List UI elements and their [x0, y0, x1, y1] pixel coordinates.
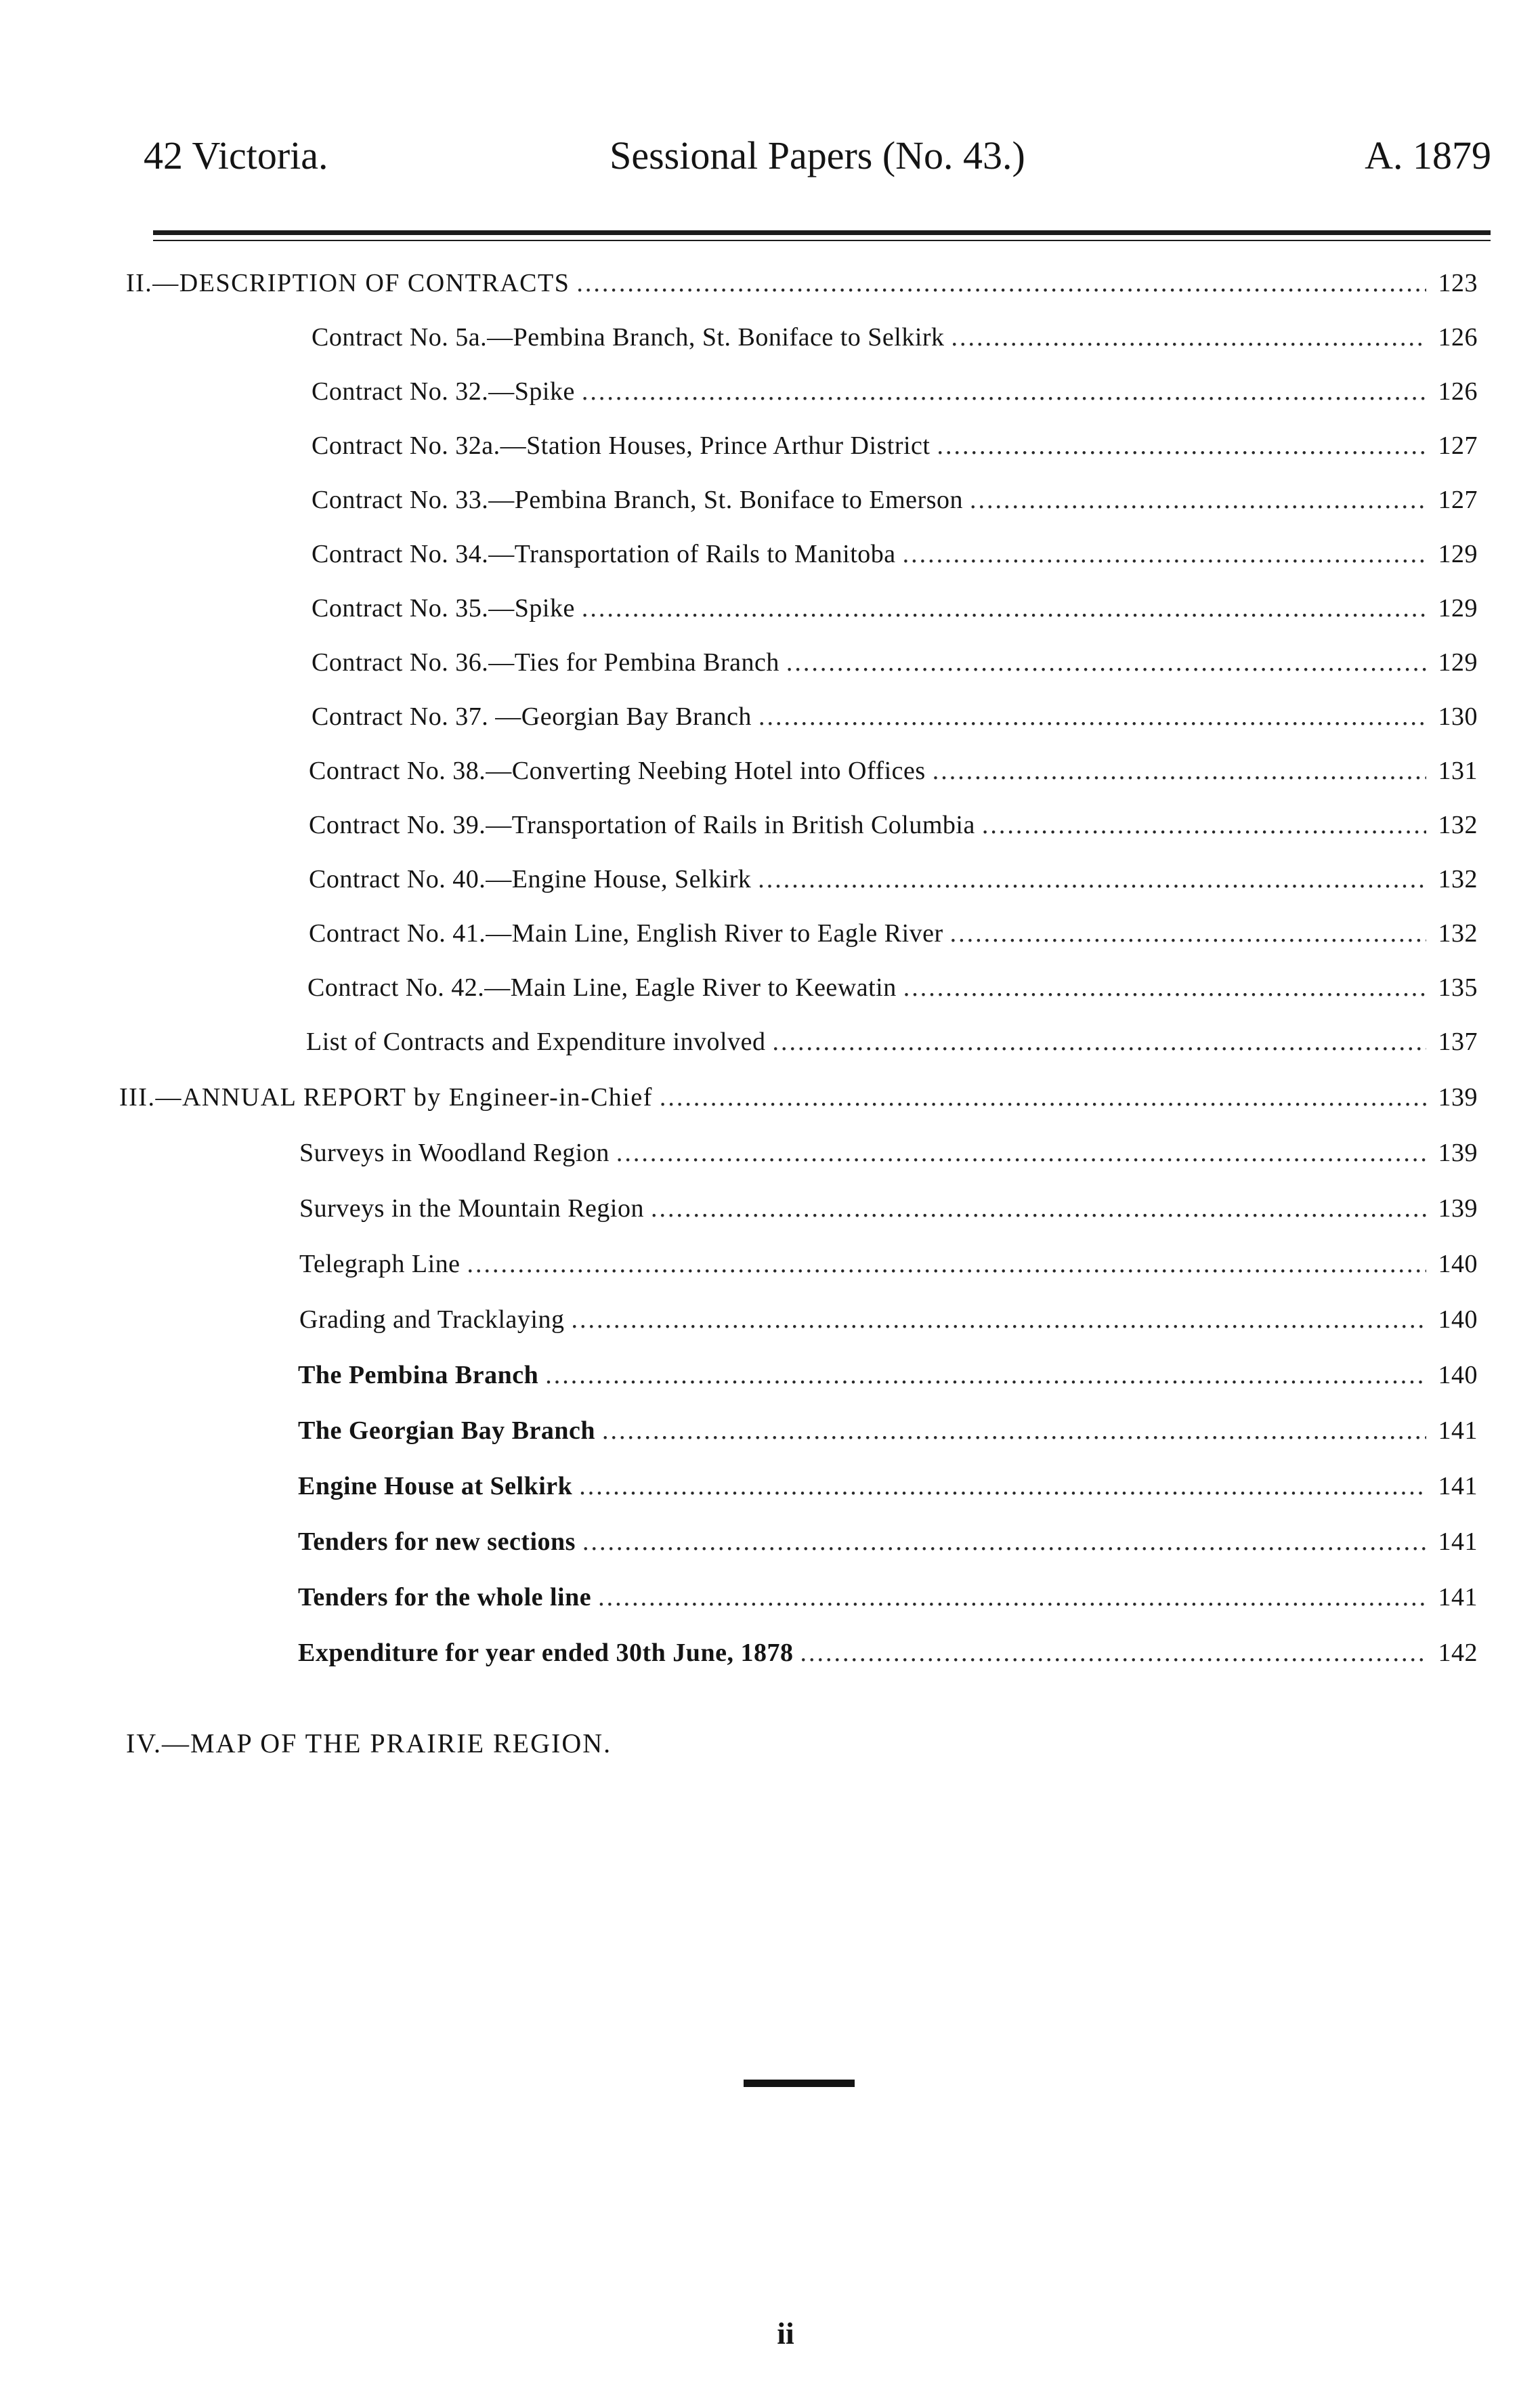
leader-dots: [982, 810, 1426, 840]
leader-dots: [576, 268, 1426, 298]
toc-label: Contract No. 41.—Main Line, English River to Eagle River: [309, 919, 943, 948]
toc-page-number: 140: [1438, 1361, 1478, 1389]
leader-dots: [616, 1138, 1426, 1168]
leader-dots: [467, 1249, 1426, 1279]
leader-dots: [758, 864, 1426, 894]
leader-dots: [937, 431, 1427, 461]
toc-page-number: 127: [1438, 431, 1478, 460]
toc-label: The Georgian Bay Branch: [298, 1416, 596, 1445]
toc-row: [309, 919, 1478, 959]
toc-page-number: 129: [1438, 648, 1478, 677]
toc-label: List of Contracts and Expenditure involved: [306, 1028, 766, 1056]
leader-dots: [571, 1305, 1426, 1334]
toc-row: [298, 1471, 1478, 1512]
leader-dots: [903, 539, 1426, 569]
leader-dots: [950, 919, 1426, 948]
toc-row: [312, 648, 1478, 688]
toc-label: Contract No. 32.—Spike: [312, 377, 575, 406]
leader-dots: [772, 1027, 1426, 1057]
leader-dots: [582, 1527, 1426, 1557]
toc-label: Contract No. 37. —Georgian Bay Branch: [312, 702, 752, 731]
closing-rule: [744, 2080, 855, 2087]
leader-dots: [786, 648, 1426, 677]
toc-page-number: 137: [1438, 1028, 1478, 1056]
toc-row: [299, 1249, 1478, 1290]
toc-row: [298, 1582, 1478, 1623]
toc-label: Contract No. 36.—Ties for Pembina Branch: [312, 648, 779, 677]
toc-label: Contract No. 32a.—Station Houses, Prince Arthur District: [312, 431, 931, 460]
header-rule-thin: [153, 240, 1491, 241]
toc-row: [306, 1027, 1478, 1068]
toc-label: Contract No. 5a.—Pembina Branch, St. Boniface to Selkirk: [312, 323, 945, 352]
toc-label: Contract No. 40.—Engine House, Selkirk: [309, 865, 752, 893]
header-rule-thick: [153, 230, 1491, 235]
toc-label: Telegraph Line: [299, 1250, 461, 1278]
running-header: [144, 133, 1491, 194]
toc-page-number: 140: [1438, 1305, 1478, 1334]
toc-label: Contract No. 38.—Converting Neebing Hotel into Offices: [309, 757, 926, 785]
toc-row: [298, 1638, 1478, 1679]
leader-dots: [579, 1471, 1426, 1501]
leader-dots: [970, 485, 1426, 515]
toc-row-section-ii: [126, 268, 1478, 309]
toc-row: [299, 1305, 1478, 1345]
toc-label: Contract No. 33.—Pembina Branch, St. Boniface to Emerson: [312, 486, 963, 514]
header-year: A. 1879: [1365, 133, 1491, 177]
header-title: Sessional Papers (No. 43.): [609, 133, 1025, 177]
leader-dots: [933, 756, 1426, 786]
leader-dots: [951, 322, 1426, 352]
toc-row: [312, 593, 1478, 634]
toc-page-number: 132: [1438, 811, 1478, 839]
toc-row: [312, 539, 1478, 580]
toc-page-number: 132: [1438, 865, 1478, 893]
toc-page-number: 129: [1438, 594, 1478, 623]
toc-page-number: 135: [1438, 973, 1478, 1002]
toc-label: Contract No. 39.—Transportation of Rails in British Columbia: [309, 811, 975, 839]
toc-label: II.—DESCRIPTION OF CONTRACTS: [126, 269, 570, 297]
header-regnal-year: 42 Victoria.: [144, 133, 328, 177]
toc-label: Engine House at Selkirk: [298, 1472, 573, 1500]
leader-dots: [758, 702, 1426, 732]
leader-dots: [598, 1582, 1426, 1612]
toc-label: III.—ANNUAL REPORT by Engineer-in-Chief: [119, 1083, 653, 1112]
page-folio: ii: [777, 2316, 794, 2351]
toc-row: [307, 973, 1478, 1013]
toc-row: [312, 485, 1478, 526]
toc-page-number: 139: [1438, 1083, 1478, 1112]
leader-dots: [582, 593, 1426, 623]
leader-dots: [800, 1638, 1426, 1668]
toc-page-number: 141: [1438, 1583, 1478, 1611]
toc-row: [309, 864, 1478, 905]
leader-dots: [903, 973, 1426, 1003]
toc-label: Contract No. 42.—Main Line, Eagle River to Keewatin: [307, 973, 897, 1002]
toc-page-number: 126: [1438, 377, 1478, 406]
toc-row-section-iii: [119, 1082, 1478, 1123]
toc-row: [312, 377, 1478, 417]
toc-row: [312, 702, 1478, 742]
toc-page-number: 131: [1438, 757, 1478, 785]
leader-dots: [582, 377, 1426, 406]
toc-label: The Pembina Branch: [298, 1361, 539, 1389]
toc-page-number: 129: [1438, 540, 1478, 568]
toc-page-number: 140: [1438, 1250, 1478, 1278]
toc-row: [299, 1138, 1478, 1179]
toc-page-number: 130: [1438, 702, 1478, 731]
leader-dots: [660, 1082, 1426, 1112]
toc-row: [312, 322, 1478, 363]
toc-label: Tenders for new sections: [298, 1527, 576, 1556]
leader-dots: [545, 1360, 1426, 1390]
toc-row: [298, 1360, 1478, 1401]
toc-page-number: 126: [1438, 323, 1478, 352]
toc-label: Contract No. 34.—Transportation of Rails to Manitoba: [312, 540, 896, 568]
toc-label: Surveys in Woodland Region: [299, 1139, 609, 1167]
toc-page-number: 142: [1438, 1639, 1478, 1667]
toc-row: [309, 756, 1478, 797]
leader-dots: [651, 1194, 1426, 1223]
toc-row: [299, 1194, 1478, 1234]
toc-row: [298, 1416, 1478, 1456]
toc-label: Expenditure for year ended 30th June, 1878: [298, 1639, 794, 1667]
toc-page-number: 132: [1438, 919, 1478, 948]
toc-label: Surveys in the Mountain Region: [299, 1194, 644, 1223]
toc-page-number: 141: [1438, 1527, 1478, 1556]
toc-page-number: 123: [1438, 269, 1478, 297]
leader-dots: [602, 1416, 1426, 1446]
section-iv-heading: IV.—MAP OF THE PRAIRIE REGION.: [126, 1728, 612, 1758]
toc-row: [312, 431, 1478, 471]
toc-row: [309, 810, 1478, 851]
toc-page-number: 139: [1438, 1139, 1478, 1167]
toc-label: Contract No. 35.—Spike: [312, 594, 575, 623]
toc-page-number: 141: [1438, 1416, 1478, 1445]
toc-label: Tenders for the whole line: [298, 1583, 592, 1611]
toc-row: [298, 1527, 1478, 1567]
toc-page-number: 139: [1438, 1194, 1478, 1223]
toc-page-number: 127: [1438, 486, 1478, 514]
toc-label: Grading and Tracklaying: [299, 1305, 565, 1334]
toc-page-number: 141: [1438, 1472, 1478, 1500]
